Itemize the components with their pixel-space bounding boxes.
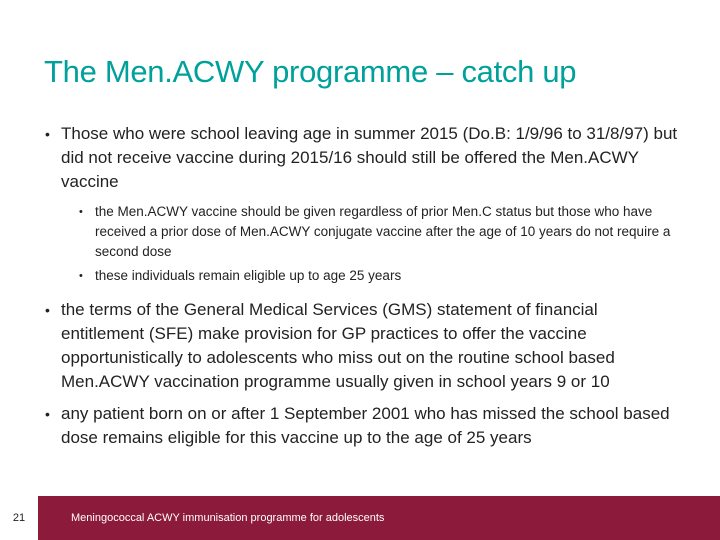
page-number: 21 (0, 496, 38, 540)
sub-bullet-text: the Men.ACWY vaccine should be given regardless of prior Men.C status but those who have received a prior dose of Men.ACWY conjugate vaccine after the age of 10 years do not require a second dose (95, 204, 671, 259)
sub-bullet-text: these individuals remain eligible up to age 25 years (95, 268, 402, 283)
sub-bullet-item (40, 202, 680, 262)
bullet-icon: • (79, 270, 83, 282)
bullet-text: any patient born on or after 1 September 2001 who has missed the school based dose remains eligible for this vaccine up to the age of 25 years (61, 404, 670, 447)
sub-bullet-list (40, 202, 680, 286)
bullet-icon: • (45, 302, 50, 318)
slide-content (40, 122, 680, 458)
bullet-icon: • (79, 206, 83, 218)
bullet-text: the terms of the General Medical Services (GMS) statement of financial entitlement (SFE) make provision for GP practices to offer the vaccine opportunistically to adolescents who miss out on the routine school based Men.ACWY vaccination programme usually given in school years 9 or 10 (61, 300, 615, 391)
footer-text: Meningococcal ACWY immunisation programme for adolescents (71, 512, 385, 524)
bullet-item (40, 122, 680, 194)
slide-title: The Men.ACWY programme – catch up (44, 54, 577, 89)
sub-bullet-item (40, 266, 680, 286)
bullet-icon: • (45, 126, 50, 142)
bullet-item (40, 298, 680, 394)
bullet-text: Those who were school leaving age in summer 2015 (Do.B: 1/9/96 to 31/8/97) but did not receive vaccine during 2015/16 should still be offered the Men.ACWY vaccine (61, 124, 678, 191)
footer-bar (0, 496, 720, 540)
bullet-icon: • (45, 406, 50, 422)
bullet-item (40, 402, 680, 450)
